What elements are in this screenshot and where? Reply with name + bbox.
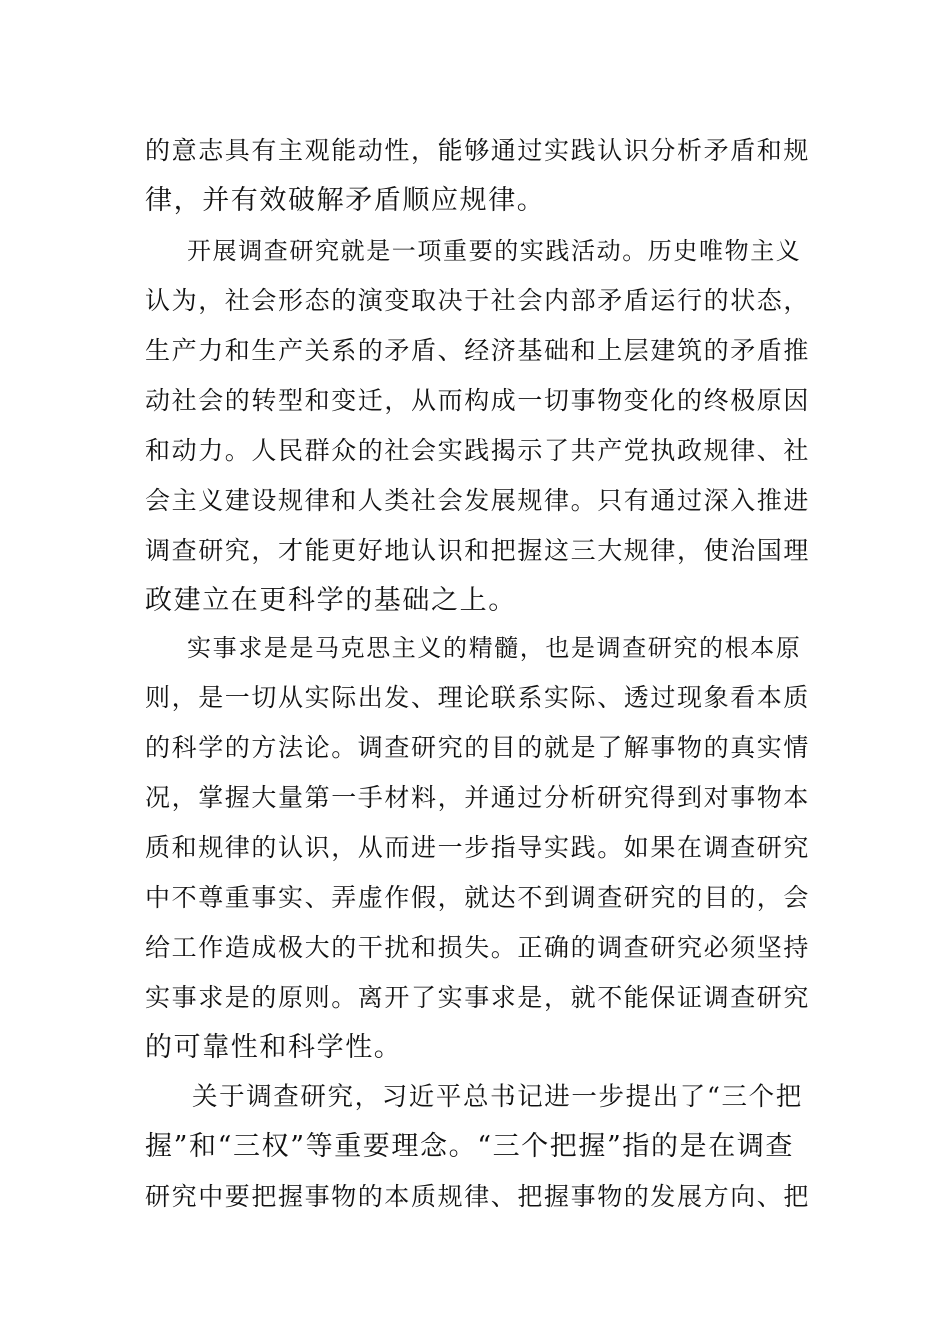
text-line: 中不尊重事实、弄虚作假，就达不到调查研究的目的，会 (145, 883, 811, 912)
paragraph-first-line: 开展调查研究就是一项重要的实践活动。历史唯物主义 (187, 237, 802, 265)
text-line: 给工作造成极大的干扰和损失。正确的调查研究必须坚持 (145, 933, 811, 962)
text-line: 质和规律的认识，从而进一步指导实践。如果在调查研究 (145, 833, 811, 862)
text-line: 和动力。人民群众的社会实践揭示了共产党执政规律、社 (145, 436, 811, 465)
text-line: 认为，社会形态的演变取决于社会内部矛盾运行的状态， (145, 286, 811, 315)
text-line: 调查研究，才能更好地认识和把握这三大规律，使治国理 (145, 536, 811, 565)
text-line: 则，是一切从实际出发、理论联系实际、透过现象看本质 (145, 683, 811, 712)
text-line: 的科学的方法论。调查研究的目的就是了解事物的真实情 (145, 733, 811, 762)
text-line: 实事求是的原则。离开了实事求是，就不能保证调查研究 (145, 983, 811, 1012)
text-line: 生产力和生产关系的矛盾、经济基础和上层建筑的矛盾推 (145, 336, 811, 365)
text-line: 握”和“三权”等重要理念。“三个把握”指的是在调查 (145, 1131, 795, 1162)
text-line: 的可靠性和科学性。 (145, 1032, 403, 1063)
text-line: 会主义建设规律和人类社会发展规律。只有通过深入推进 (145, 486, 811, 515)
text-line: 政建立在更科学的基础之上。 (145, 585, 517, 616)
text-line: 况，掌握大量第一手材料，并通过分析研究得到对事物本 (145, 783, 811, 812)
paragraph-first-line: 关于调查研究，习近平总书记进一步提出了“三个把 (192, 1082, 803, 1112)
text-line: 动社会的转型和变迁，从而构成一切事物变化的终极原因 (145, 386, 811, 415)
text-line: 律，并有效破解矛盾顺应规律。 (145, 185, 546, 216)
paragraph-first-line: 实事求是是马克思主义的精髓，也是调查研究的根本原 (187, 634, 802, 662)
text-line: 的意志具有主观能动性，能够通过实践认识分析矛盾和规 (145, 136, 811, 165)
text-line: 研究中要把握事物的本质规律、把握事物的发展方向、把 (145, 1182, 811, 1211)
